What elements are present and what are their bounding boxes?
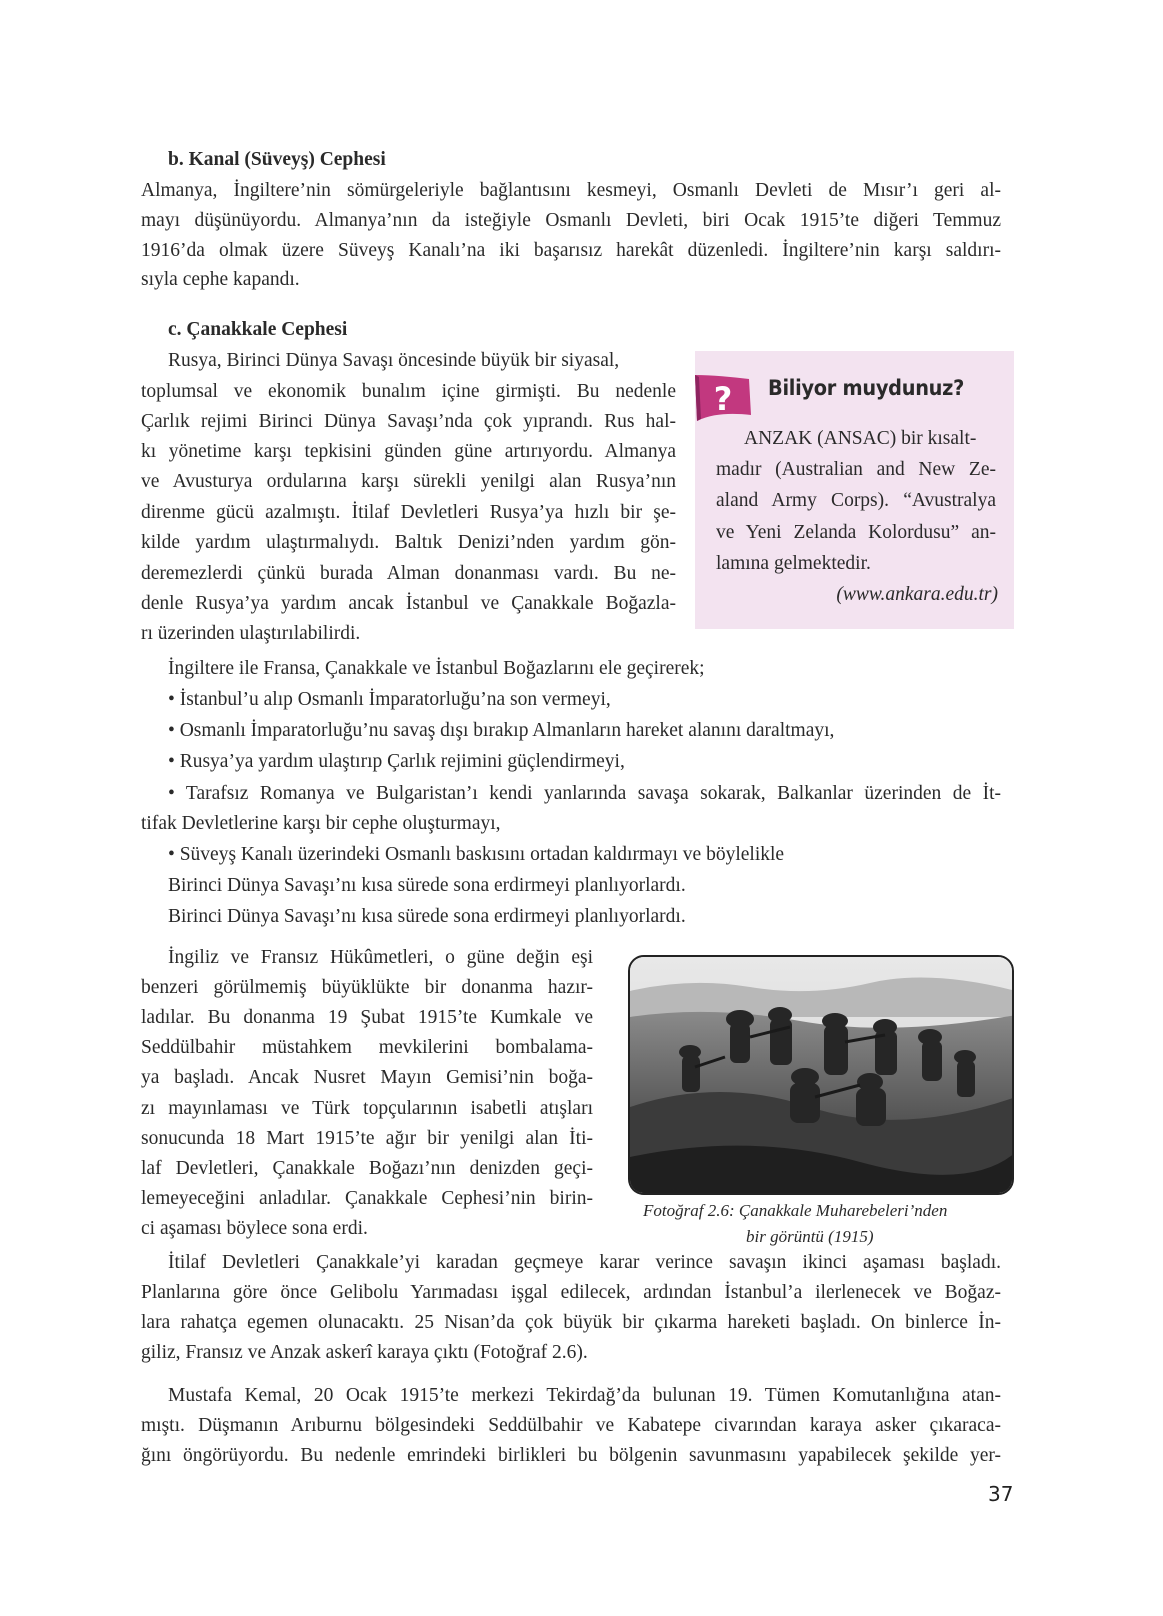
infobox-source: (www.ankara.edu.tr) xyxy=(836,584,998,605)
plans-bullet-continued: tifak Devletlerine karşı bir cephe oluşturmayı, xyxy=(141,813,501,834)
landing-line: giliz, Fransız ve Anzak askerî karaya çıktı (Fotoğraf 2.6). xyxy=(141,1342,588,1363)
page-number: 37 xyxy=(988,1482,1014,1506)
section-c-line: denle Rusya’ya yardım ancak İstanbul ve Çanakkale Boğazla- xyxy=(141,593,676,614)
section-c-line: deremezlerdi çünkü burada Alman donanması vardı. Bu ne- xyxy=(141,563,676,584)
section-b-line: sıyla cephe kapandı. xyxy=(141,269,300,290)
mustafa-kemal-line: ğını öngörüyordu. Bu nedenle emrindeki birlikleri bu bölgenin savunmasını yapabilecek şekilde yer- xyxy=(141,1445,1001,1466)
landing-line: İtilaf Devletleri Çanakkale’yi karadan geçmeye karar verince savaşın ikinci aşaması başladı. xyxy=(168,1252,1001,1273)
section-c-line: toplumsal ve ekonomik bunalım içine girmişti. Bu nedenle xyxy=(141,381,676,402)
section-c-line: rı üzerinden ulaştırılabilirdi. xyxy=(141,623,361,644)
navy-line: sonucunda 18 Mart 1915’te ağır bir yenilgi alan İti- xyxy=(141,1128,593,1149)
plans-bullet: • İstanbul’u alıp Osmanlı İmparatorluğu’na son vermeyi, xyxy=(168,689,611,710)
svg-text:?: ? xyxy=(713,380,733,418)
infobox-line: madır (Australian and New Ze- xyxy=(716,459,996,480)
navy-line: benzeri görülmemiş büyüklükte bir donanma hazır- xyxy=(141,977,593,998)
section-b-line: mayı düşünüyordu. Almanya’nın da isteğiyle Osmanlı Devleti, biri Ocak 1915’te diğeri Temmuz xyxy=(141,210,1001,231)
plans-closing: Birinci Dünya Savaşı’nı kısa sürede sona erdirmeyi planlıyorlardı. xyxy=(168,906,686,927)
navy-line: ladılar. Bu donanma 19 Şubat 1915’te Kumkale ve xyxy=(141,1007,593,1028)
navy-line: ci aşaması böylece sona erdi. xyxy=(141,1218,368,1239)
section-c-heading: c. Çanakkale Cephesi xyxy=(168,319,348,340)
landing-line: lara rahatça egemen olunacaktı. 25 Nisan’da çok büyük bir çıkarma hareketi başladı. On binlerce İn- xyxy=(141,1312,1001,1333)
infobox-line: aland Army Corps). “Avustralya xyxy=(716,490,996,511)
navy-line: Seddülbahir müstahkem mevkilerini bombalama- xyxy=(141,1037,593,1058)
plans-bullet: • Süveyş Kanalı üzerindeki Osmanlı baskısını ortadan kaldırmayı ve böylelikle xyxy=(168,844,785,865)
section-b-line: 1916’da olmak üzere Süveyş Kanalı’na iki başarısız harekât düzenledi. İngiltere’nin karşı saldırı- xyxy=(141,240,1001,261)
plans-bullet: • Rusya’ya yardım ulaştırıp Çarlık rejimini güçlendirmeyi, xyxy=(168,751,625,772)
section-c-line: kı yönetime karşı tepkisini günden güne artırıyordu. Almanya xyxy=(141,441,676,462)
did-you-know-title: Biliyor muydunuz? xyxy=(768,376,965,400)
photo-caption: bir görüntü (1915) xyxy=(746,1227,874,1246)
navy-line: ya başladı. Ancak Nusret Mayın Gemisi’nin boğa- xyxy=(141,1067,593,1088)
section-b-heading: b. Kanal (Süveyş) Cephesi xyxy=(168,149,386,170)
section-c-line: Rusya, Birinci Dünya Savaşı öncesinde büyük bir siyasal, xyxy=(168,350,620,371)
infobox-line: ve Yeni Zelanda Kolordusu” an- xyxy=(716,522,996,543)
section-c-line: direnme gücü azalmıştı. İtilaf Devletleri Rusya’ya hızlı bir şe- xyxy=(141,502,676,523)
navy-line: İngiliz ve Fransız Hükûmetleri, o güne değin eşi xyxy=(168,947,593,968)
battle-scene-image xyxy=(630,957,1014,1195)
section-c-line: kilde yardım ulaştırmalıydı. Baltık Denizi’nden yardım gön- xyxy=(141,532,676,553)
question-mark-flag-icon xyxy=(693,369,753,423)
plans-bullet: • Tarafsız Romanya ve Bulgaristan’ı kendi yanlarında savaşa sokarak, Balkanlar üzerinden de İt- xyxy=(168,783,1001,804)
section-c-line: Çarlık rejimi Birinci Dünya Savaşı’nda çok yıprandı. Rus hal- xyxy=(141,411,676,432)
section-b-line: Almanya, İngiltere’nin sömürgeleriyle bağlantısını kesmeyi, Osmanlı Devleti de Mısır’ı geri al- xyxy=(141,180,1001,201)
section-c-line: ve Avusturya ordularına karşı sürekli yenilgi alan Rusya’nın xyxy=(141,471,676,492)
plans-closing: Birinci Dünya Savaşı’nı kısa sürede sona erdirmeyi planlıyorlardı. xyxy=(168,875,686,896)
landing-line: Planlarına göre önce Gelibolu Yarımadası işgal edilecek, ardından İstanbul’a ilerlenecek ve Boğaz- xyxy=(141,1282,1001,1303)
infobox-line: lamına gelmektedir. xyxy=(716,553,871,574)
mustafa-kemal-line: mıştı. Düşmanın Arıburnu bölgesindeki Seddülbahir ve Kabatepe civarından karaya asker çıkaraca- xyxy=(141,1415,1001,1436)
mustafa-kemal-line: Mustafa Kemal, 20 Ocak 1915’te merkezi Tekirdağ’da bulunan 19. Tümen Komutanlığına atan- xyxy=(168,1385,1001,1406)
photo-caption: Fotoğraf 2.6: Çanakkale Muharebeleri’nden xyxy=(643,1201,948,1220)
navy-line: zı mayınlaması ve Türk topçularının isabetli atışları xyxy=(141,1098,593,1119)
plans-bullet: • Osmanlı İmparatorluğu’nu savaş dışı bırakıp Almanların hareket alanını daraltmayı, xyxy=(168,720,835,741)
gallipoli-battle-photo xyxy=(628,955,1014,1195)
navy-line: lemeyeceğini anladılar. Çanakkale Cephesi’nin birin- xyxy=(141,1188,593,1209)
plans-intro: İngiltere ile Fransa, Çanakkale ve İstanbul Boğazlarını ele geçirerek; xyxy=(168,658,705,679)
infobox-line: ANZAK (ANSAC) bir kısalt- xyxy=(744,428,977,449)
navy-line: laf Devletleri, Çanakkale Boğazı’nın denizden geçi- xyxy=(141,1158,593,1179)
